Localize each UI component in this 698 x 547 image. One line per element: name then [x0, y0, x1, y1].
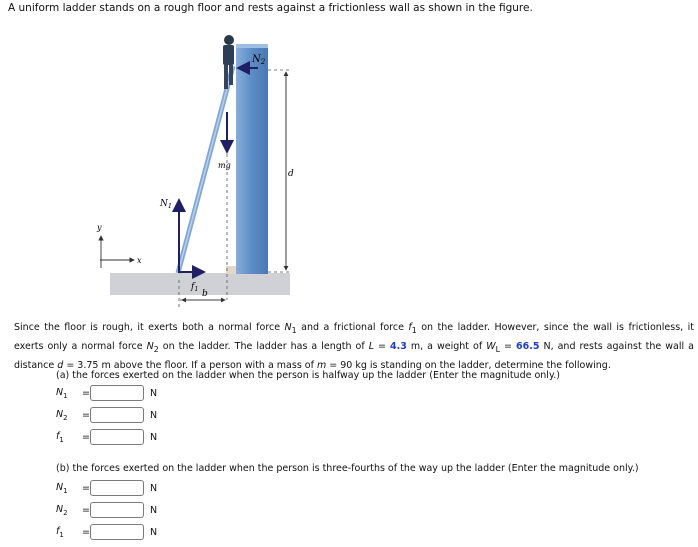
svg-text:y: y	[97, 223, 102, 232]
n2-label: $N_2$	[252, 54, 266, 66]
problem-statement	[14, 320, 694, 374]
ladder-weight-value: 66.5	[516, 340, 540, 352]
ladder-diagram	[90, 30, 320, 310]
part-a-n2-input[interactable]	[90, 407, 144, 423]
problem-line-3: distance d = 3.75 m above the floor. If a person with a mass of m = 90 kg is standing on the ladder, determine the following.	[14, 359, 611, 371]
unit-label: N	[150, 504, 158, 516]
f1-label: $f_1$	[191, 282, 199, 293]
unit-label: N	[150, 526, 158, 538]
mg-label: mg	[218, 161, 231, 170]
part-b-n1-row: $N_1$ = N	[56, 481, 158, 495]
part-a-n1-row: $N_1$ = N	[56, 386, 158, 400]
unit-label: N	[150, 387, 158, 399]
ladder-length-value: 4.3	[390, 340, 407, 352]
d-label: d	[288, 169, 294, 179]
part-a-title: (a) the forces exerted on the ladder when the person is halfway up the ladder (Enter the magnitude only.)	[56, 370, 560, 381]
ladder-figure	[90, 30, 320, 314]
floor	[110, 273, 290, 295]
part-b-f1-row: $f_1$ = N	[56, 525, 158, 539]
part-b-title: (b) the forces exerted on the ladder when the person is three-fourths of the way up the ladder (Enter the magnitude only.)	[56, 463, 639, 474]
wall	[236, 44, 268, 274]
b-label: b	[202, 289, 208, 299]
part-a-f1-input[interactable]	[90, 429, 144, 445]
part-a-n1-input[interactable]	[90, 385, 144, 401]
unit-label: N	[150, 409, 158, 421]
part-a-f1-row: $f_1$ = N	[56, 430, 158, 444]
part-a-n2-row: $N_2$ = N	[56, 408, 158, 422]
wall-base	[226, 266, 236, 274]
part-b-f1-input[interactable]	[90, 524, 144, 540]
part-b-n1-input[interactable]	[90, 480, 144, 496]
intro-text: A uniform ladder stands on a rough floor and rests against a frictionless wall as shown in the figure.	[8, 2, 533, 14]
part-b-n2-row: $N_2$ = N	[56, 503, 158, 517]
part-b-n2-input[interactable]	[90, 502, 144, 518]
problem-line-1: Since the floor is rough, it exerts both a normal force $N_1$ and a frictional force $f_1$ on the ladder. However, since the wall is frictionless, it	[14, 322, 695, 335]
coordinate-axes	[96, 223, 142, 268]
svg-text:x: x	[137, 256, 142, 265]
n1-label: $N_1$	[160, 199, 173, 210]
unit-label: N	[150, 482, 158, 494]
problem-line-2: exerts only a normal force $N_2$ on the ladder. The ladder has a length of L = 4.3 m, a weight of $W_L = 66.5$ N, and rests against the wall a	[14, 340, 694, 354]
unit-label: N	[150, 431, 158, 443]
